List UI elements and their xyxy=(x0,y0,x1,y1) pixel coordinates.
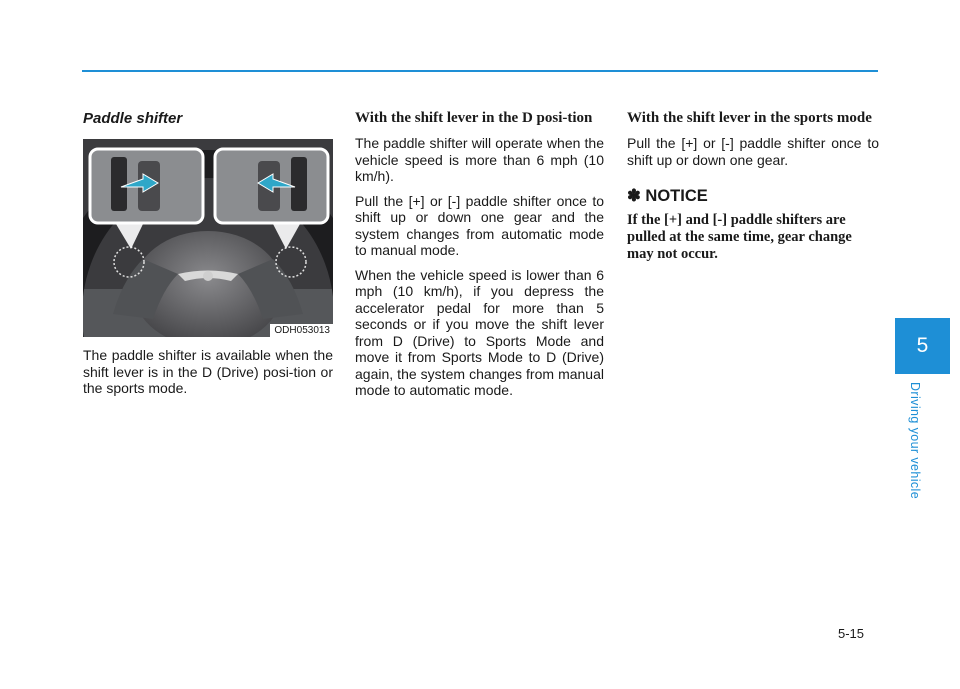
header-rule xyxy=(82,70,878,72)
chapter-title: Driving your vehicle xyxy=(908,382,922,500)
notice-body: If the [+] and [-] paddle shifters are pulled at the same time, gear change may not occur. xyxy=(627,212,852,262)
paragraph: Pull the [+] or [-] paddle shifter once to shift up or down one gear. xyxy=(627,135,879,168)
page-number: 5-15 xyxy=(838,626,865,641)
paddle-shifter-figure xyxy=(83,139,333,337)
column-1 xyxy=(83,110,333,405)
figure-code: ODH053013 xyxy=(270,324,333,337)
steering-wheel-illustration xyxy=(83,139,333,337)
section-heading: With the shift lever in the D posi-tion xyxy=(355,110,593,126)
chapter-tab: 5 xyxy=(895,318,950,374)
paragraph: When the vehicle speed is lower than 6 mph (10 km/h), if you depress the accelerator pedal for more than 5 seconds or if you move the shift lever from D (Drive) to Sports Mode and move it from Sports Mode to D (Drive) again, the system changes from manual mode to automatic mode. xyxy=(355,266,604,398)
column-3 xyxy=(627,110,879,263)
section-heading: Paddle shifter xyxy=(83,110,183,127)
notice-title: ✽ NOTICE xyxy=(627,187,708,205)
paragraph: Pull the [+] or [-] paddle shifter once to shift up or down one gear and the system changes from automatic mode to manual mode. xyxy=(355,192,604,258)
paragraph: The paddle shifter is available when the shift lever is in the D (Drive) posi-tion or the sports mode. xyxy=(83,347,333,396)
paragraph: The paddle shifter will operate when the vehicle speed is more than 6 mph (10 km/h). xyxy=(355,135,604,184)
column-2 xyxy=(355,110,604,407)
section-heading: With the shift lever in the sports mode xyxy=(627,110,872,126)
